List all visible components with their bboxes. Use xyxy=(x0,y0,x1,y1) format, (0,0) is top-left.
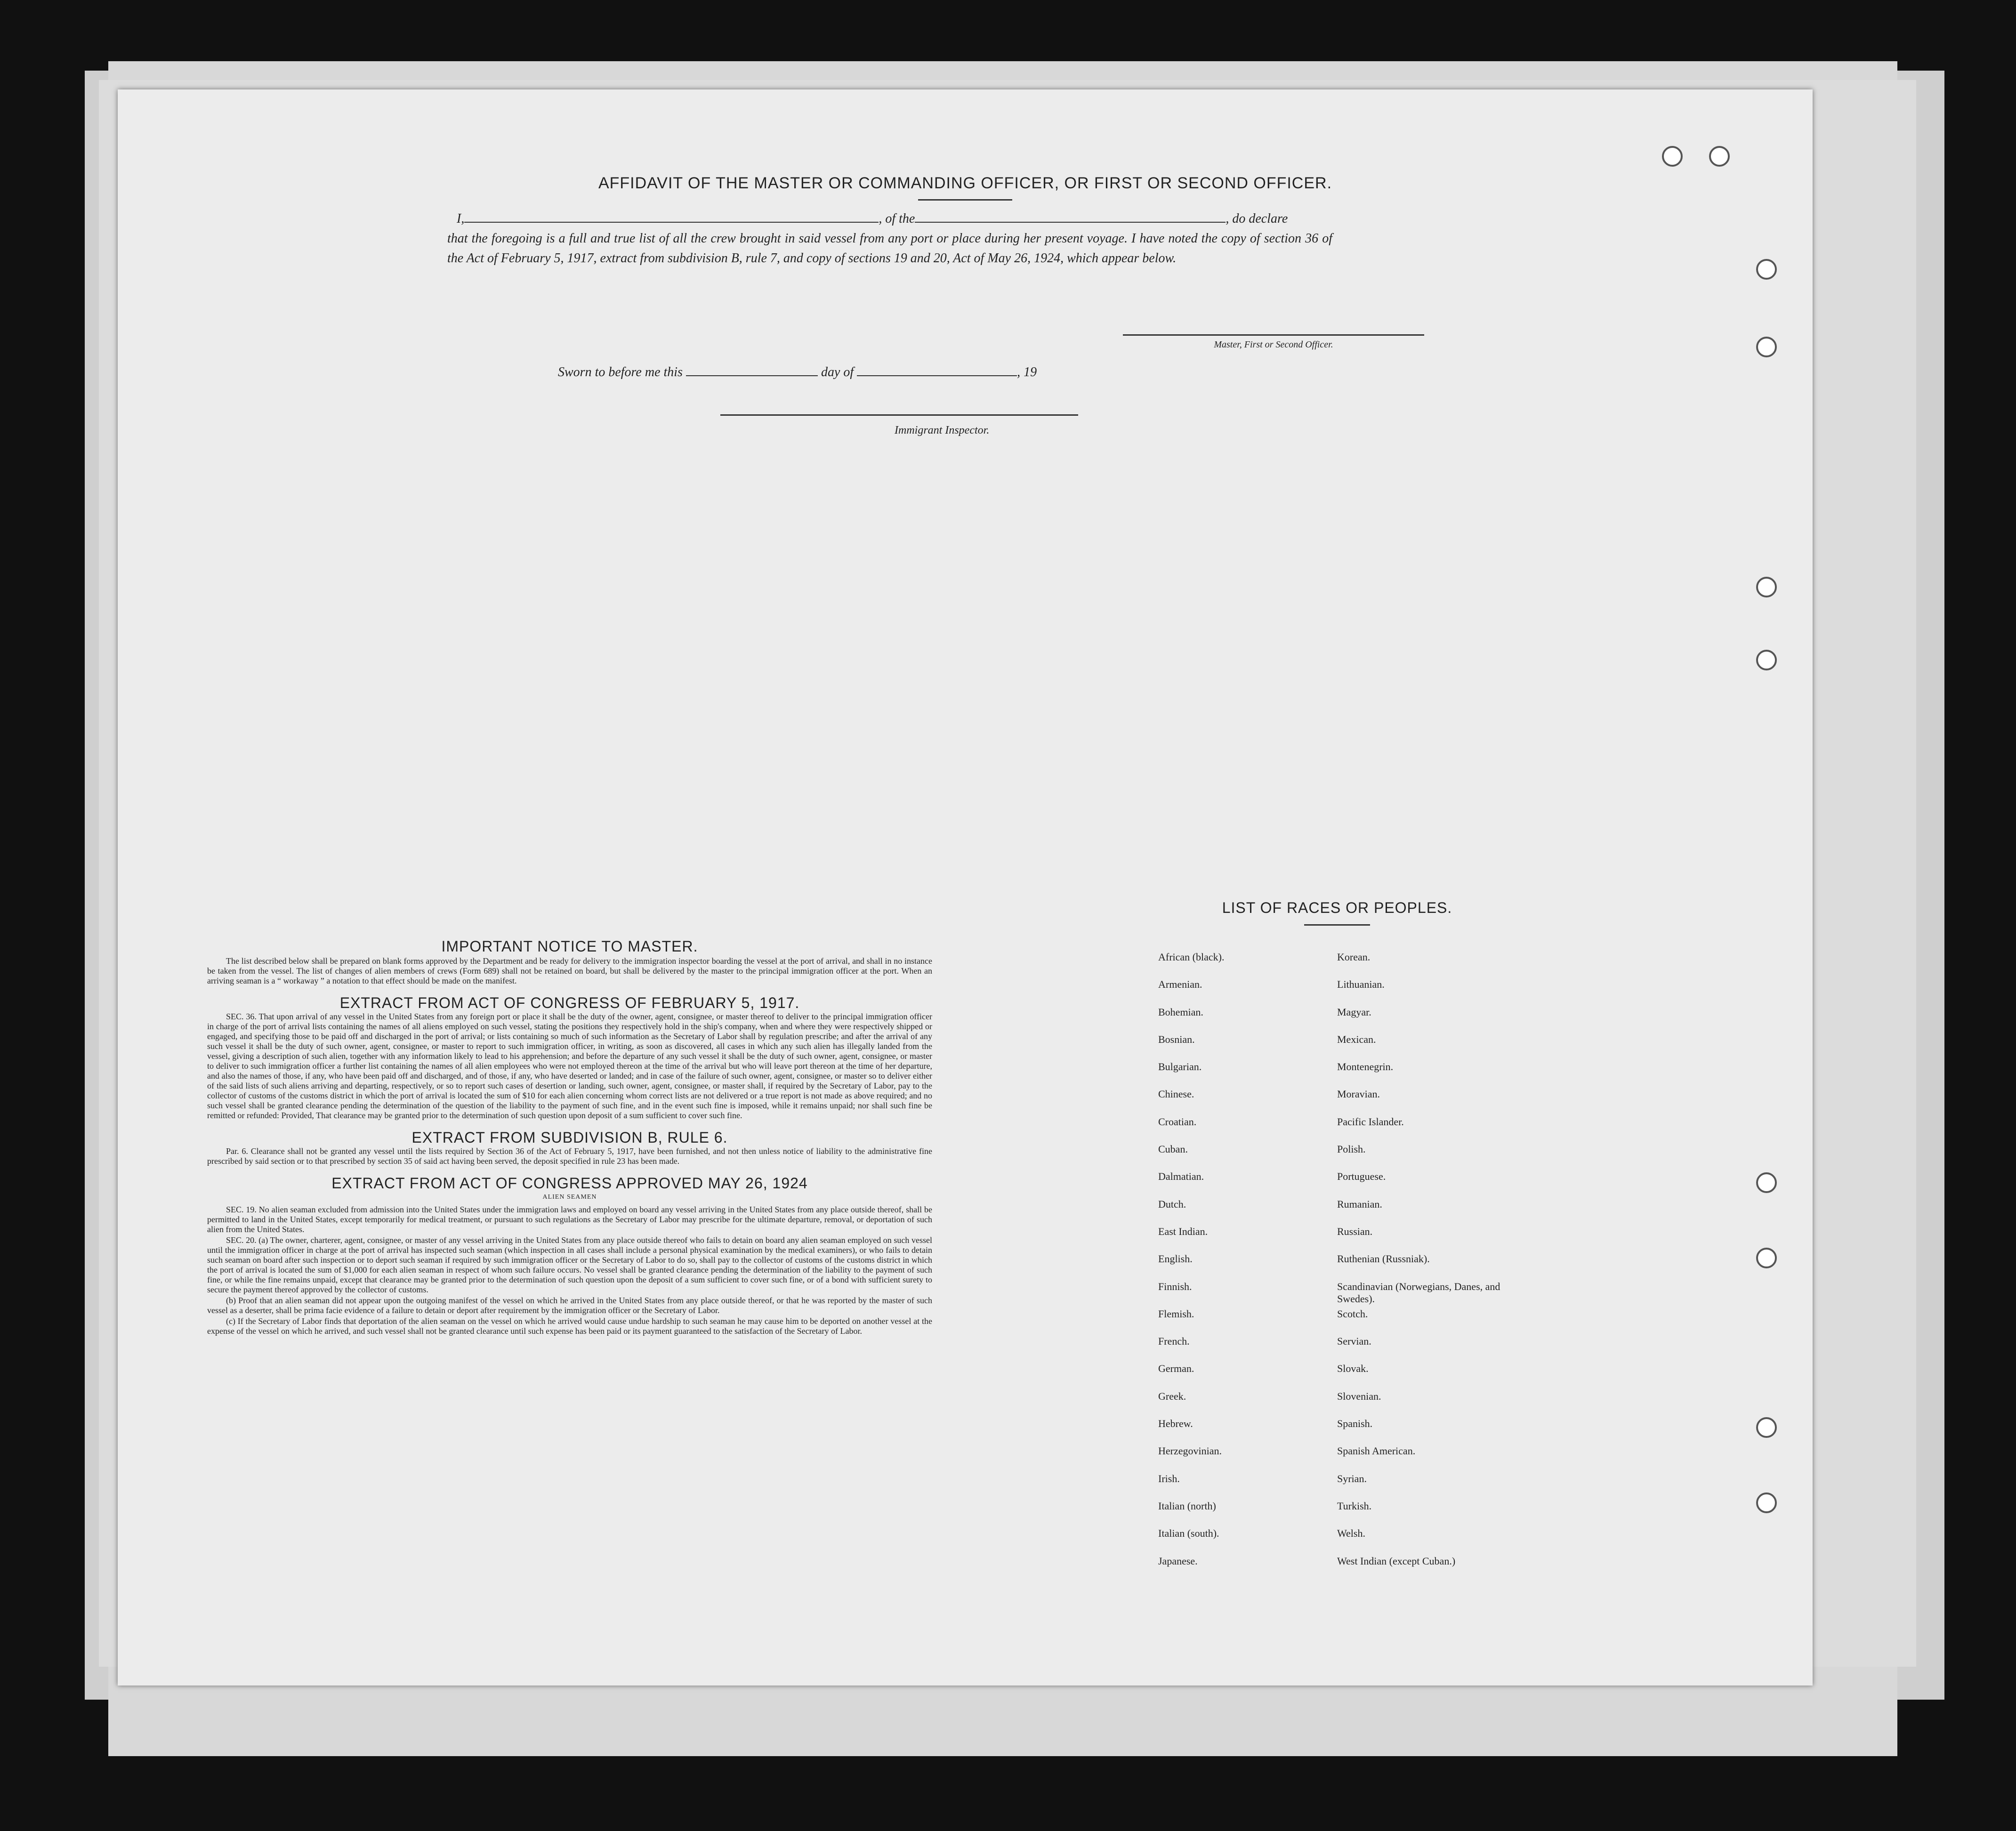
race-item: Herzegovinian. xyxy=(1158,1445,1222,1457)
race-item: Welsh. xyxy=(1337,1527,1365,1540)
binder-hole-icon xyxy=(1756,1417,1777,1438)
binder-hole-icon xyxy=(1756,337,1777,357)
race-item: Irish. xyxy=(1158,1472,1180,1484)
race-item: Armenian. xyxy=(1158,978,1202,991)
declaration-i: I, xyxy=(457,211,465,226)
race-item: Italian (north) xyxy=(1158,1500,1216,1512)
divider xyxy=(1304,924,1370,926)
extract1-title: EXTRACT FROM ACT OF CONGRESS OF FEBRUARY 5, 1917. xyxy=(339,994,800,1011)
race-item: Scandinavian (Norwegians, Danes, and Swedes). xyxy=(1337,1280,1500,1305)
race-item: Montenegrin. xyxy=(1337,1061,1394,1073)
notice-title: IMPORTANT NOTICE TO MASTER. xyxy=(441,938,698,955)
sworn-prefix: Sworn to before me this xyxy=(558,365,683,379)
race-item: Croatian. xyxy=(1158,1115,1197,1128)
binder-hole-icon xyxy=(1756,1172,1777,1193)
binder-hole-icon xyxy=(1709,146,1730,167)
race-item: Japanese. xyxy=(1158,1555,1198,1567)
signature-line[interactable] xyxy=(720,414,1078,416)
sworn-day-field[interactable] xyxy=(686,375,818,376)
race-item: Spanish American. xyxy=(1337,1445,1416,1457)
race-item: African (black). xyxy=(1158,951,1225,963)
sec20b-text: (b) Proof that an alien seaman did not appear upon the outgoing manifest of the vessel on which he arrived in the United States from any place outside thereof, or that he was reported by the master of such vessel as a deserter, shall be prima facie evidence of a failure to detain or deport after requirement by the immigration officer or the Secretary of Labor. xyxy=(207,1296,932,1315)
binder-hole-icon xyxy=(1662,146,1683,167)
race-item: German. xyxy=(1158,1363,1194,1375)
notice-body: The list described below shall be prepared on blank forms approved by the Department and be ready for delivery to the immigration inspector boarding the vessel at the port of arrival, and shall in no instance be taken from the vessel. The list of changes of alien members of crews (Form 689) shall not be retained on board, but shall be delivered by the master to the principal immigration officer at the port. When an arriving seaman is a “ workaway ” a notation to that effect should be made on the manifest. xyxy=(207,956,932,985)
race-item: Mexican. xyxy=(1337,1033,1376,1045)
race-item: Magyar. xyxy=(1337,1006,1371,1018)
inspector-signature-block xyxy=(716,414,1083,437)
races-column-1 xyxy=(1158,951,1224,1582)
sec20a-text: SEC. 20. (a) The owner, charterer, agent, consignee, or master of any vessel arriving in the United States from any place outside thereof who fails to detain on board any alien seaman employed on such vessel until the immigration officer in charge at the port of arrival has inspected such seaman (which inspection in all cases shall include a personal physical examination by the medical examiners), or who fails to detain such seaman on board after such inspection or to deport such seaman if required by such immigration officer or the Secretary of Labor to do so, shall pay to the collector of customs of the customs district in which the port of arrival is located the sum of $1,000 for each alien seaman in respect of whom such failure occurs. No vessel shall be granted clearance pending the determination of the liability to the payment of such fine, or while the fine remains unpaid, except that clearance may be granted prior to the determination of such question upon the deposit of a sum sufficient to cover such fine, or of a bond with sufficient surety to secure the payment thereof approved by the collector of customs. xyxy=(207,1235,932,1294)
race-item: Cuban. xyxy=(1158,1143,1188,1155)
race-item: English. xyxy=(1158,1253,1193,1265)
extract3-subtitle: ALIEN SEAMEN xyxy=(542,1194,597,1201)
race-item: Hebrew. xyxy=(1158,1418,1193,1430)
race-item: Chinese. xyxy=(1158,1088,1194,1100)
race-item: Bosnian. xyxy=(1158,1033,1195,1045)
race-item: Syrian. xyxy=(1337,1472,1367,1484)
master-signature-label: Master, First or Second Officer. xyxy=(1214,339,1333,350)
race-item: Scotch. xyxy=(1337,1307,1368,1320)
race-item: Russian. xyxy=(1337,1225,1373,1237)
binder-hole-icon xyxy=(1756,1248,1777,1268)
declaration-line xyxy=(447,209,1483,229)
race-item: Flemish. xyxy=(1158,1307,1194,1320)
race-item: Lithuanian. xyxy=(1337,978,1385,991)
sec20c-text: (c) If the Secretary of Labor finds that deportation of the alien seaman on the vessel on which he arrived would cause undue hardship to such seaman he may cause him to be deported on another vessel at the expense of the vessel on which he arrived, and such vessel shall not be granted clearance until such expense has been paid or its payment guaranteed to the satisfaction of the Secretary of Labor. xyxy=(207,1316,932,1336)
race-item: Slovak. xyxy=(1337,1363,1369,1375)
race-item: Spanish. xyxy=(1337,1418,1373,1430)
sworn-month-field[interactable] xyxy=(857,375,1017,376)
extract3-title: EXTRACT FROM ACT OF CONGRESS APPROVED MAY 26, 1924 xyxy=(331,1175,808,1192)
race-item: French. xyxy=(1158,1335,1190,1347)
divider xyxy=(918,199,1012,201)
race-item: Italian (south). xyxy=(1158,1527,1219,1540)
races-title: LIST OF RACES OR PEOPLES. xyxy=(1222,899,1452,916)
binder-hole-icon xyxy=(1756,577,1777,597)
race-item: Servian. xyxy=(1337,1335,1371,1347)
declaration-of-the: , of the xyxy=(879,211,915,226)
affidavit-section xyxy=(447,174,1483,268)
race-item: Dutch. xyxy=(1158,1198,1186,1210)
races-section xyxy=(1149,899,1525,1567)
race-item: East Indian. xyxy=(1158,1225,1208,1237)
race-item: Portuguese. xyxy=(1337,1170,1386,1183)
sec19-text: SEC. 19. No alien seaman excluded from admission into the United States under the immigration laws and employed on board any vessel arriving in the United States from any place outside thereof, shall be permitted to land in the United States, except temporarily for medical treatment, or pursuant to such regulations as the Secretary of Labor may prescribe for the ultimate departure, removal, or deportation of such alien from the United States. xyxy=(207,1205,932,1234)
document-page xyxy=(118,89,1813,1686)
race-item: Korean. xyxy=(1337,951,1371,963)
binder-hole-icon xyxy=(1756,1492,1777,1513)
races-column-2 xyxy=(1337,951,1525,1582)
affidavit-title: AFFIDAVIT OF THE MASTER OR COMMANDING OFFICER, OR FIRST OR SECOND OFFICER. xyxy=(598,174,1332,192)
name-field[interactable] xyxy=(464,222,879,223)
race-item: Finnish. xyxy=(1158,1280,1192,1292)
vessel-field[interactable] xyxy=(915,222,1226,223)
race-item: West Indian (except Cuban.) xyxy=(1337,1555,1456,1567)
race-item: Bulgarian. xyxy=(1158,1061,1202,1073)
declaration-do-declare: , do declare xyxy=(1226,211,1288,226)
race-item: Rumanian. xyxy=(1337,1198,1382,1210)
extract2-title: EXTRACT FROM SUBDIVISION B, RULE 6. xyxy=(411,1129,728,1146)
race-item: Pacific Islander. xyxy=(1337,1115,1404,1128)
sworn-day-of: day of xyxy=(821,365,854,379)
binder-hole-icon xyxy=(1756,650,1777,670)
sworn-line xyxy=(558,365,1037,380)
race-item: Polish. xyxy=(1337,1143,1366,1155)
extract2-body: Par. 6. Clearance shall not be granted any vessel until the lists required by Section 36 of the Act of February 5, 1917, have been furnished, and not then unless notice of liability to the administrative fine prescribed by said section or to that prescribed by section 35 of said act having been served, the deposit specified in rule 23 has been made. xyxy=(207,1146,932,1166)
race-item: Bohemian. xyxy=(1158,1006,1203,1018)
race-item: Ruthenian (Russniak). xyxy=(1337,1253,1430,1265)
notice-section xyxy=(207,932,932,1337)
master-signature-block xyxy=(1121,334,1427,350)
race-item: Greek. xyxy=(1158,1390,1186,1402)
race-item: Slovenian. xyxy=(1337,1390,1381,1402)
binder-hole-icon xyxy=(1756,259,1777,280)
signature-line[interactable] xyxy=(1123,334,1424,336)
race-item: Moravian. xyxy=(1337,1088,1380,1100)
extract1-body: SEC. 36. That upon arrival of any vessel in the United States from any foreign port or place it shall be the duty of the owner, agent, consignee, or master thereof to deliver to the principal immigration officer in charge of the port of arrival lists containing the names of all aliens employed on such vessel, stating the positions they respectively hold in the ship's company, when and where they were respectively shipped or engaged, and specifying those to be paid off and discharged in the port of arrival; or lists containing so much of such information as the Secretary of Labor shall by regulation prescribe; and after the arrival of any such vessel it shall be the duty of such owner, agent, consignee, or master to report to such immigration officer, in writing, as soon as discovered, all cases in which any such alien has illegally landed from the vessel, giving a description of such alien, together with any information likely to lead to his apprehension; and before the departure of any such vessel it shall be the duty of such owner, agent, consignee, or master to deliver to such immigration officer a further list containing the names of all alien employees who were not employed thereon at the time of the arrival but who will leave port thereon at the time of her departure, and also the names of those, if any, who have been paid off and discharged, and of those, if any, who have deserted or landed; and in case of the failure of such owner, agent, consignee, or master so to deliver either of the said lists of such aliens arriving and departing, respectively, or so to report such cases of desertion or landing, such owner, agent, consignee, or master shall, if required by the Secretary of Labor, pay to the collector of customs of the customs district in which the port of arrival is located the sum of $10 for each alien concerning whom correct lists are not delivered or a true report is not made as above required; and no such vessel shall be granted clearance pending the determination of the question of the liability to the payment of such fine, and in the event such fine is imposed, while it remains unpaid; nor shall such fine be remitted or refunded: Provided, That clearance may be granted prior to the determination of such question upon deposit of a sum sufficient to cover such fine. xyxy=(207,1012,932,1120)
inspector-label: Immigrant Inspector. xyxy=(895,424,990,436)
sworn-year: , 19 xyxy=(1017,365,1037,379)
race-item: Turkish. xyxy=(1337,1500,1372,1512)
race-item: Dalmatian. xyxy=(1158,1170,1204,1183)
declaration-body: that the foregoing is a full and true list of all the crew brought in said vessel from any port or place during her present voyage. I have noted the copy of section 36 of the Act of February 5, 1917, extract from subdivision B, rule 7, and copy of sections 19 and 20, Act of May 26, 1924, which appear below. xyxy=(447,231,1332,266)
